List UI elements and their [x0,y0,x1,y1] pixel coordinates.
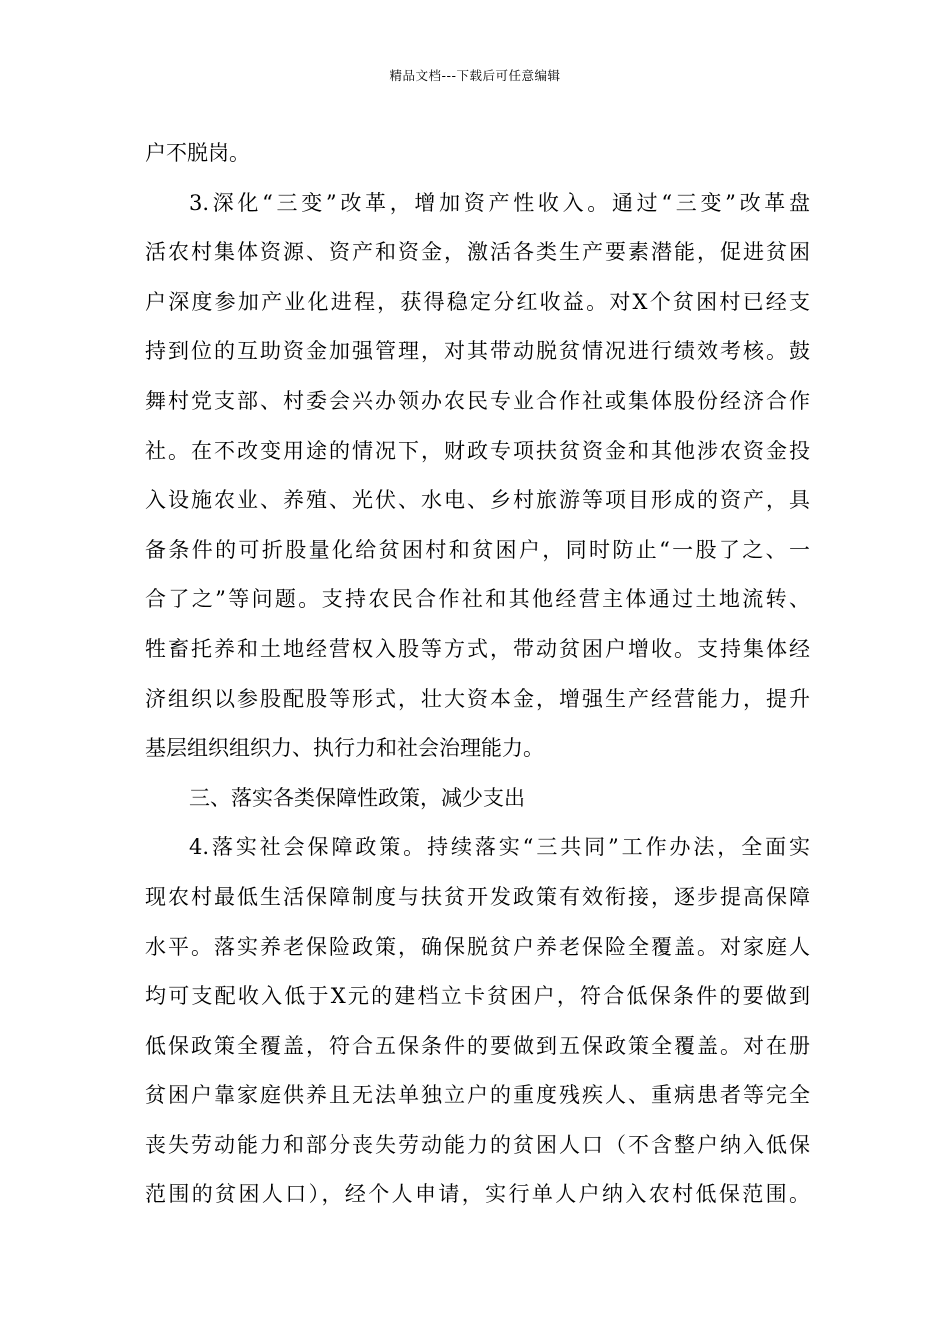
text-line: 水平。落实养老保险政策，确保脱贫户养老保险全覆盖。对家庭人 [145,934,810,959]
document-body [145,129,810,1220]
text-line: 均可支配收入低于X元的建档立卡贫困户，符合低保条件的要做到 [145,984,810,1009]
text-line: 活农村集体资源、资产和资金，激活各类生产要素潜能，促进贫困 [145,240,810,265]
text-line: 舞村党支部、村委会兴办领办农民专业合作社或集体股份经济合作 [145,388,810,413]
text-line: 现农村最低生活保障制度与扶贫开发政策有效衔接，逐步提高保障 [145,884,810,909]
text-line: 持到位的互助资金加强管理，对其带动脱贫情况进行绩效考核。鼓 [145,339,810,364]
paragraph-first-line: 3.深化“三变”改革，增加资产性收入。通过“三变”改革盘 [189,190,810,215]
text-line: 范围的贫困人口），经个人申请，实行单人户纳入农村低保范围。 [145,1182,810,1207]
section-heading: 三、落实各类保障性政策，减少支出 [189,785,525,810]
text-line: 入设施农业、养殖、光伏、水电、乡村旅游等项目形成的资产，具 [145,488,810,513]
text-line: 贫困户靠家庭供养且无法单独立户的重度残疾人、重病患者等完全 [145,1083,810,1108]
text-line: 丧失劳动能力和部分丧失劳动能力的贫困人口（不含整户纳入低保 [145,1132,810,1157]
text-line: 合了之”等问题。支持农民合作社和其他经营主体通过土地流转、 [145,587,810,612]
text-line: 基层组织组织力、执行力和社会治理能力。 [145,736,544,761]
text-line: 牲畜托养和土地经营权入股等方式，带动贫困户增收。支持集体经 [145,636,810,661]
text-line: 备条件的可折股量化给贫困村和贫困户，同时防止“一股了之、一 [145,537,810,562]
text-line: 低保政策全覆盖，符合五保条件的要做到五保政策全覆盖。对在册 [145,1033,810,1058]
text-line: 济组织以参股配股等形式，壮大资本金，增强生产经营能力，提升 [145,686,810,711]
text-line: 社。在不改变用途的情况下，财政专项扶贫资金和其他涉农资金投 [145,438,810,463]
text-line: 户深度参加产业化进程，获得稳定分红收益。对X个贫困村已经支 [145,289,810,314]
text-line: 户不脱岗。 [145,141,250,165]
page-header: 精品文档---下载后可任意编辑 [389,68,561,83]
paragraph-first-line: 4.落实社会保障政策。持续落实“三共同”工作办法，全面实 [189,835,810,860]
